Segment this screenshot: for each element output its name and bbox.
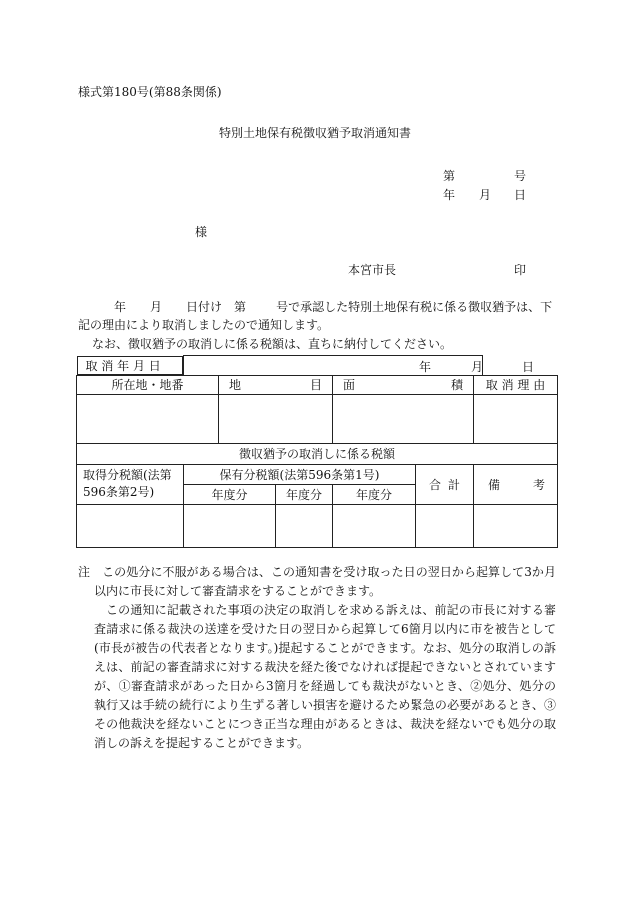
cancel-reason-cell (474, 394, 558, 443)
recipient-honorific: 様 (195, 225, 208, 239)
document-number-prefix: 第 (443, 169, 456, 183)
holding-tax-header: 保有分税額(法第596条第1号) (184, 464, 416, 484)
document-number-suffix: 号 (514, 169, 527, 183)
body-number-prefix: 第 (234, 300, 247, 314)
cancel-date-label: 取 消 年 月 日 (77, 356, 184, 375)
fiscal-year-1-cell (184, 504, 276, 547)
fiscal-year-3-header: 年度分 (333, 484, 416, 504)
body-text-line-1 (78, 298, 552, 315)
note-appeal: 注 この処分に不服がある場合は、この通知書を受け取った日の翌日から起算して3か月以内に市長に対して審査請求をすることができます。 (78, 565, 556, 598)
body-text-line-3: なお、徴収猶予の取消しに係る税額は、直ちに納付してください。 (92, 337, 453, 351)
acquisition-tax-header: 取得分税額(法第 596条第2号) (77, 464, 184, 504)
location-cell (77, 394, 219, 443)
body-year: 年 (114, 300, 127, 314)
form-number: 様式第180号(第88条関係) (78, 85, 222, 99)
body-line1-rest: 号で承認した特別土地保有税に係る徴収猶予は、下 (276, 300, 553, 314)
total-header: 合 計 (416, 464, 474, 504)
body-month: 月 (150, 300, 163, 314)
issue-date-day: 日 (514, 188, 527, 202)
body-day-label: 日付け (186, 300, 223, 314)
note-lawsuit: この通知に記載された事項の決定の取消しを求める訴えは、前記の市長に対する審査請求に係る裁決の送達を受けた日の翌日から起算して6箇月以内に市を被告として(市長が被告の代表者となります。)提起することができます。なお、処分の取消しの訴えは、前記の審査請求に対する裁決を経た後でなければ提起できないとされていますが、①審査請求があった日から3箇月を経過しても裁決がないとき、②処分、処分の執行又は手続の続行により生ずる著しい損害を避けるため緊急の必要があるとき、③その他裁決を経ないことにつき正当な理由があるときは、裁決を経ないでも処分の取消しの訴えを提起することができます。 (94, 603, 556, 750)
fiscal-year-3-cell (333, 504, 416, 547)
total-cell (416, 504, 474, 547)
issue-date-month: 月 (479, 188, 492, 202)
fiscal-year-1-header: 年度分 (184, 484, 276, 504)
tax-section-title: 徴収猶予の取消しに係る税額 (77, 443, 558, 464)
issuer-seal: 印 (514, 263, 527, 277)
remarks-cell (474, 504, 558, 547)
cancel-date-year: 年 (419, 360, 432, 374)
column-land-category: 地 目 (219, 375, 333, 394)
remarks-header: 備 考 (474, 464, 558, 504)
area-cell (333, 394, 474, 443)
cancel-date-month: 月 (471, 360, 484, 374)
document-title: 特別土地保有税徴収猶予取消通知書 (218, 126, 411, 140)
column-cancel-reason: 取 消 理 由 (474, 375, 558, 394)
issuer-name: 本宮市長 (348, 263, 397, 277)
cancel-date-value (184, 356, 535, 376)
notes-section (78, 563, 556, 753)
column-location: 所在地・地番 (77, 375, 219, 394)
land-category-cell (219, 394, 333, 443)
column-area: 面 積 (333, 375, 474, 394)
cancellation-table (76, 355, 558, 548)
body-text-line-2: 記の理由により取消しましたので通知します。 (78, 318, 330, 332)
issue-date-year: 年 (443, 188, 456, 202)
cancel-date-day: 日 (522, 360, 535, 374)
fiscal-year-2-cell (276, 504, 333, 547)
fiscal-year-2-header: 年度分 (276, 484, 333, 504)
acquisition-tax-cell (77, 504, 184, 547)
